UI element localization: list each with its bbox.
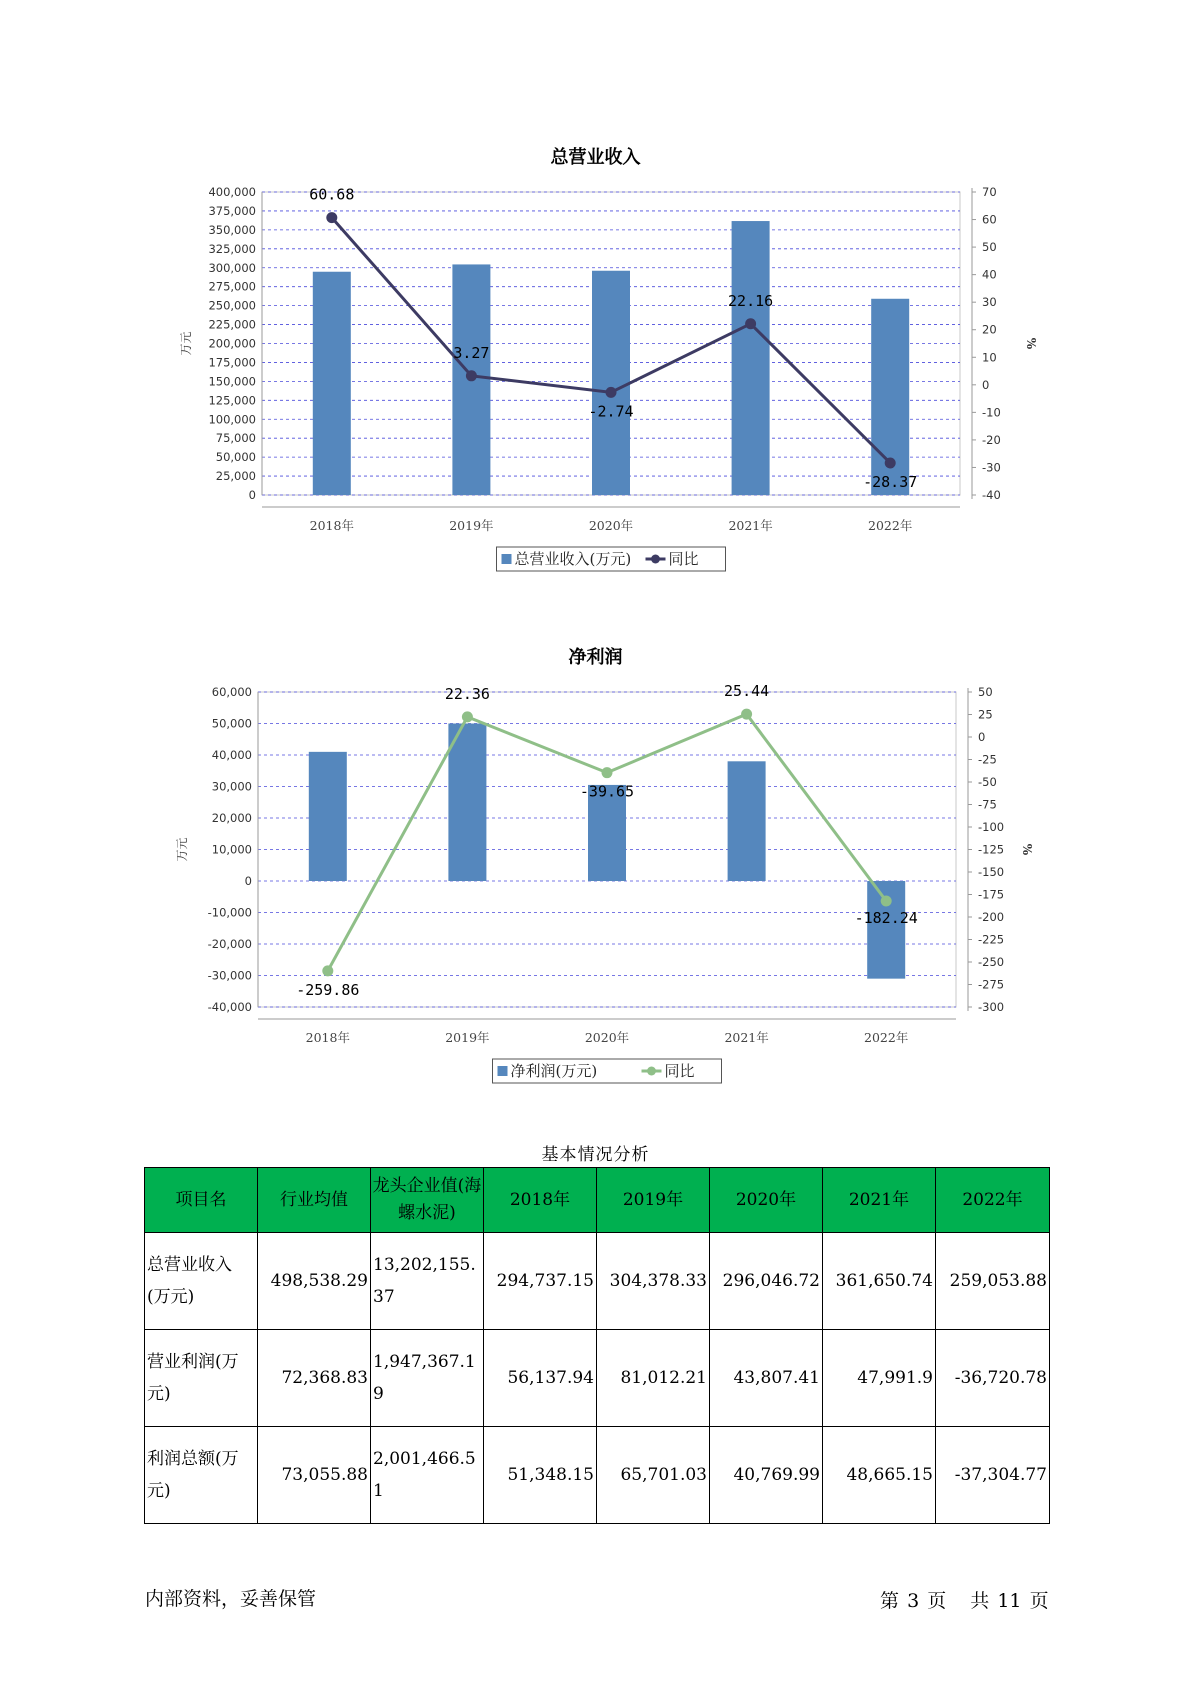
yoy-data-label: -2.74 (588, 402, 634, 421)
chart-title-net-profit: 净利润 (568, 647, 623, 668)
row-label: 营业利润(万元) (145, 1330, 258, 1427)
header-2018: 2018年 (484, 1168, 597, 1233)
y2-tick-label: -200 (978, 910, 1005, 924)
cell-leader-value: 2,001,466.51 (371, 1427, 484, 1524)
y2-tick-label: -10 (982, 405, 1001, 420)
y-tick-label: -40,000 (207, 1000, 252, 1014)
y2-axis-title: % (1024, 337, 1038, 350)
page-label: 第 (880, 1590, 900, 1612)
cell-2020: 40,769.99 (710, 1427, 823, 1524)
y2-tick-label: -125 (978, 842, 1005, 857)
y-tick-label: 75,000 (215, 431, 256, 446)
y2-tick-label: 0 (982, 377, 990, 392)
header-2019: 2019年 (597, 1168, 710, 1233)
yoy-point (602, 767, 613, 778)
x-tick-label: 2022年 (864, 1030, 909, 1045)
yoy-data-label: -28.37 (863, 472, 918, 491)
y2-tick-label: 50 (978, 685, 993, 699)
footer-confidential-note: 内部资料，妥善保管 (145, 1588, 317, 1610)
yoy-point (741, 709, 752, 720)
y-tick-label: 225,000 (208, 317, 256, 332)
bar (448, 724, 486, 882)
yoy-data-label: 60.68 (309, 185, 355, 204)
x-tick-label: 2018年 (309, 518, 354, 533)
y-tick-label: 20,000 (211, 811, 252, 825)
yoy-point (745, 318, 756, 329)
y-tick-label: 150,000 (208, 374, 256, 389)
header-leader-value: 龙头企业值(海螺水泥) (371, 1168, 484, 1233)
y2-tick-label: -150 (978, 865, 1005, 879)
y-tick-label: 275,000 (208, 279, 256, 294)
row-label: 利润总额(万元) (145, 1427, 258, 1524)
y2-tick-label: 30 (982, 295, 997, 310)
y2-tick-label: -20 (982, 432, 1001, 447)
table-title: 基本情况分析 (541, 1145, 650, 1165)
y2-tick-label: -300 (978, 1000, 1005, 1014)
y2-tick-label: -275 (978, 977, 1005, 992)
page-current: 3 (907, 1590, 920, 1612)
cell-leader-value: 1,947,367.19 (371, 1330, 484, 1427)
y-tick-label: 350,000 (208, 222, 256, 237)
y2-tick-label: 60 (982, 212, 997, 227)
y2-tick-label: -25 (978, 752, 997, 767)
table-row (145, 1330, 1050, 1427)
cell-leader-value: 13,202,155.37 (371, 1233, 484, 1330)
table-header-row (145, 1168, 1050, 1233)
x-tick-label: 2021年 (724, 1030, 769, 1045)
y-tick-label: 25,000 (215, 469, 256, 484)
y2-tick-label: 10 (982, 350, 997, 365)
header-item-name: 项目名 (145, 1168, 258, 1233)
page-unit: 页 (927, 1590, 947, 1612)
cell-2020: 43,807.41 (710, 1330, 823, 1427)
y2-tick-label: 20 (982, 322, 997, 337)
cell-2019: 304,378.33 (597, 1233, 710, 1330)
y-tick-label: 0 (244, 874, 252, 888)
y2-axis-title: % (1020, 843, 1034, 856)
page-indicator (880, 1586, 1051, 1613)
legend-swatch-point (651, 555, 660, 564)
x-tick-label: 2019年 (449, 518, 494, 533)
y2-tick-label: -40 (982, 488, 1001, 502)
x-tick-label: 2022年 (868, 518, 913, 533)
row-label: 总营业收入(万元) (145, 1233, 258, 1330)
cell-2019: 81,012.21 (597, 1330, 710, 1427)
header-2022: 2022年 (936, 1168, 1050, 1233)
y-tick-label: 175,000 (208, 355, 256, 370)
y-tick-label: -20,000 (207, 937, 252, 951)
yoy-data-label: 22.16 (728, 291, 774, 310)
y2-tick-label: 0 (978, 730, 986, 744)
y-tick-label: 250,000 (208, 298, 256, 313)
legend-swatch-bar (498, 1066, 508, 1076)
y2-tick-label: -30 (982, 460, 1001, 475)
y-tick-label: -30,000 (207, 968, 252, 983)
total-unit: 页 (1029, 1590, 1049, 1612)
yoy-point (606, 387, 617, 398)
y2-tick-label: -75 (978, 797, 997, 812)
yoy-data-label: -39.65 (579, 782, 635, 801)
y-tick-label: 50,000 (215, 450, 256, 465)
cell-2021: 361,650.74 (823, 1233, 936, 1330)
legend-label-bar: 总营业收入(万元) (514, 550, 632, 568)
x-tick-label: 2019年 (445, 1030, 490, 1045)
cell-industry-avg: 72,368.83 (258, 1330, 371, 1427)
cell-2018: 294,737.15 (484, 1233, 597, 1330)
table-row (145, 1233, 1050, 1330)
chart-title-revenue: 总营业收入 (550, 147, 641, 168)
cell-2020: 296,046.72 (710, 1233, 823, 1330)
y-tick-label: 375,000 (208, 203, 256, 218)
bar (728, 761, 766, 881)
bar (309, 752, 347, 881)
y2-tick-label: -250 (978, 955, 1005, 969)
net-profit-chart (0, 680, 1191, 1100)
y2-tick-label: -100 (978, 820, 1005, 834)
yoy-data-label: 25.44 (724, 682, 770, 701)
legend-swatch-bar (502, 554, 512, 564)
yoy-point (885, 457, 896, 468)
y2-tick-label: -225 (978, 932, 1005, 947)
y-tick-label: 325,000 (208, 241, 256, 256)
cell-2022: -37,304.77 (936, 1427, 1050, 1524)
cell-2018: 56,137.94 (484, 1330, 597, 1427)
cell-industry-avg: 73,055.88 (258, 1427, 371, 1524)
cell-2022: -36,720.78 (936, 1330, 1050, 1427)
x-tick-label: 2018年 (305, 1030, 350, 1045)
legend-swatch-point (647, 1067, 656, 1076)
revenue-chart (0, 180, 1191, 600)
yoy-data-label: 3.27 (453, 343, 490, 362)
total-label: 共 (970, 1590, 990, 1612)
y-tick-label: 50,000 (211, 716, 252, 731)
y-tick-label: 100,000 (208, 412, 256, 427)
y2-tick-label: 40 (982, 267, 997, 282)
yoy-point (462, 711, 473, 722)
bar (313, 272, 351, 495)
y-axis-title: 万元 (179, 331, 193, 356)
y-tick-label: 10,000 (211, 842, 252, 857)
yoy-data-label: -259.86 (296, 980, 360, 999)
cell-2021: 47,991.9 (823, 1330, 936, 1427)
x-tick-label: 2020年 (584, 1030, 630, 1045)
basic-analysis-table (144, 1167, 1050, 1524)
header-2021: 2021年 (823, 1168, 936, 1233)
y2-tick-label: 25 (978, 707, 993, 722)
y-tick-label: 400,000 (208, 185, 256, 199)
header-2020: 2020年 (710, 1168, 823, 1233)
yoy-point (881, 896, 892, 907)
y-tick-label: 0 (248, 488, 256, 502)
cell-industry-avg: 498,538.29 (258, 1233, 371, 1330)
x-tick-label: 2020年 (588, 518, 634, 533)
y-tick-label: 200,000 (208, 336, 256, 351)
cell-2018: 51,348.15 (484, 1427, 597, 1524)
y-tick-label: 125,000 (208, 393, 256, 408)
page-total: 11 (997, 1590, 1022, 1612)
yoy-point (326, 212, 337, 223)
header-industry-avg: 行业均值 (258, 1168, 371, 1233)
y2-tick-label: 50 (982, 240, 997, 255)
y-tick-label: 30,000 (211, 779, 252, 794)
x-tick-label: 2021年 (728, 518, 773, 533)
y2-tick-label: 70 (982, 185, 997, 199)
y2-tick-label: -175 (978, 887, 1005, 902)
y-tick-label: 40,000 (211, 748, 252, 762)
bar (732, 221, 770, 495)
yoy-point (322, 965, 333, 976)
y-tick-label: -10,000 (207, 905, 252, 920)
y-axis-title: 万元 (175, 837, 189, 862)
cell-2022: 259,053.88 (936, 1233, 1050, 1330)
table-row (145, 1427, 1050, 1524)
y-tick-label: 300,000 (208, 260, 256, 275)
yoy-data-label: 22.36 (444, 684, 490, 703)
yoy-point (466, 370, 477, 381)
legend-label-bar: 净利润(万元) (510, 1062, 598, 1080)
y-tick-label: 60,000 (211, 685, 252, 699)
legend-label-line: 同比 (668, 550, 699, 568)
y2-tick-label: -50 (978, 775, 997, 789)
cell-2019: 65,701.03 (597, 1427, 710, 1524)
bar (592, 271, 630, 495)
yoy-data-label: -182.24 (854, 909, 918, 928)
cell-2021: 48,665.15 (823, 1427, 936, 1524)
legend-label-line: 同比 (664, 1062, 695, 1080)
